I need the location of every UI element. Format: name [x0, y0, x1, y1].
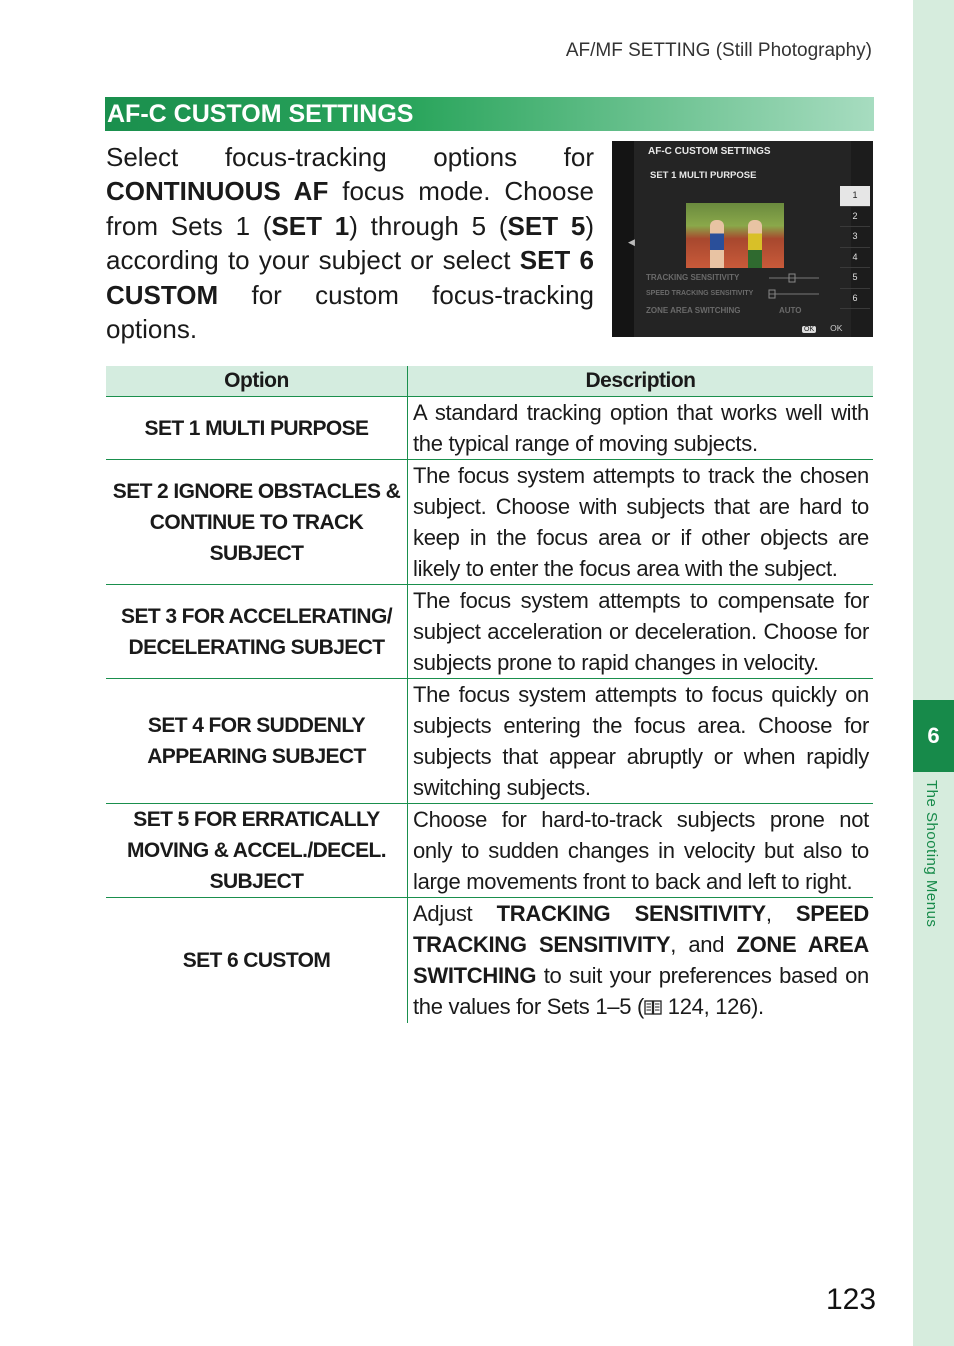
chapter-label: The Shooting Menus: [923, 780, 940, 928]
option-description: A standard tracking option that works well with the typical range of moving subjects.: [408, 397, 874, 460]
option-description: The focus system attempts to focus quickly on subjects entering the focus area. Choose for subjects that appear abruptly or when rapidly switching subjects.: [408, 679, 874, 804]
section-heading: [105, 97, 874, 131]
page-number: 123: [826, 1283, 877, 1316]
option-description: Choose for hard-to-track subjects prone not only to sudden changes in velocity but also to large movements front to back and left to right.: [408, 804, 874, 898]
set-number-item: 4: [840, 248, 870, 269]
table-row: [106, 679, 873, 804]
runner-figure: [710, 220, 724, 268]
table-row: [106, 585, 873, 679]
desc-bold: SPEED TRACKING SENSITIVITY: [413, 901, 870, 958]
book-icon: [644, 1000, 662, 1015]
intro-text: for custom focus-tracking options.: [106, 279, 594, 345]
table-header-row: [106, 366, 873, 397]
section-title: AF-C CUSTOM SETTINGS: [107, 100, 414, 128]
desc-bold: ZONE AREA SWITCHING: [413, 932, 870, 989]
option-description: [408, 898, 874, 1023]
left-arrow-icon: ◀: [628, 237, 635, 247]
chapter-number: 6: [913, 700, 954, 772]
camera-screen-illustration: [612, 141, 873, 337]
table-row: [106, 460, 873, 585]
intro-bold: CONTINUOUS AF: [106, 176, 329, 207]
table-row: [106, 397, 873, 460]
set-number-item: 6: [840, 289, 870, 310]
desc-bold: TRACKING SENSITIVITY: [496, 901, 766, 927]
option-description: The focus system attempts to track the chosen subject. Choose with subjects that are hard to keep in the focus area or if other objects are likely to enter the focus area with the subject.: [408, 460, 874, 585]
option-name: SET 5 FOR ERRATICALLY MOVING & ACCEL./DECEL. SUBJECT: [106, 804, 408, 898]
intro-bold: SET 6 CUSTOM: [106, 245, 594, 310]
description-column-header: Description: [408, 366, 874, 397]
set-number-item: 5: [840, 268, 870, 289]
option-name: SET 2 IGNORE OBSTACLES & CONTINUE TO TRACK SUBJECT: [106, 460, 408, 585]
set-number-list: [840, 186, 870, 309]
set-number-item: 3: [840, 227, 870, 248]
camera-selected-item: SET 1 MULTI PURPOSE: [650, 170, 757, 181]
table-row: [106, 804, 873, 898]
running-header: AF/MF SETTING (Still Photography): [565, 40, 872, 61]
slider-scales: [767, 272, 823, 300]
intro-text: ) through 5 (: [349, 210, 508, 241]
intro-bold: SET 5: [507, 210, 586, 241]
camera-ok-bar: [802, 323, 842, 333]
chapter-side-tab: [913, 0, 954, 1346]
option-name: SET 3 FOR ACCELERATING/ DECELERATING SUBJECT: [106, 585, 408, 679]
set-number-item: 2: [840, 207, 870, 228]
camera-zone-value: AUTO: [779, 306, 802, 315]
intro-text: ) according to your subject or select: [106, 210, 594, 276]
options-table: [106, 366, 873, 1023]
option-name: SET 1 MULTI PURPOSE: [106, 397, 408, 460]
sample-photo: [686, 203, 784, 268]
ok-label: OK: [830, 323, 843, 333]
desc-text: ,: [765, 901, 796, 927]
desc-text: Adjust: [413, 901, 497, 927]
desc-text: to suit your preferences based on the values for Sets 1–5 (: [413, 963, 869, 1020]
camera-row-tracking: TRACKING SENSITIVITY: [646, 273, 740, 282]
intro-paragraph: [106, 140, 594, 346]
option-description: The focus system attempts to compensate for subject acceleration or deceleration. Choose for subjects prone to rapid changes in velocity.: [408, 585, 874, 679]
runner-figure: [748, 220, 762, 268]
camera-row-speed: SPEED TRACKING SENSITIVITY: [646, 290, 754, 297]
option-name: SET 6 CUSTOM: [106, 898, 408, 1023]
desc-text: 124, 126).: [661, 994, 764, 1020]
camera-menu-title: AF-C CUSTOM SETTINGS: [648, 146, 771, 157]
intro-text: focus mode. Choose from Sets 1 (: [106, 176, 594, 241]
desc-text: , and: [670, 932, 737, 958]
option-column-header: Option: [106, 366, 408, 397]
camera-row-zone: ZONE AREA SWITCHING: [646, 306, 741, 315]
ok-icon: OK: [804, 326, 815, 333]
intro-bold: SET 1: [271, 210, 350, 241]
intro-text: Select focus-tracking options for: [106, 142, 594, 172]
table-row: [106, 898, 873, 1023]
set-number-item: 1: [840, 186, 870, 207]
option-name: SET 4 FOR SUDDENLY APPEARING SUBJECT: [106, 679, 408, 804]
